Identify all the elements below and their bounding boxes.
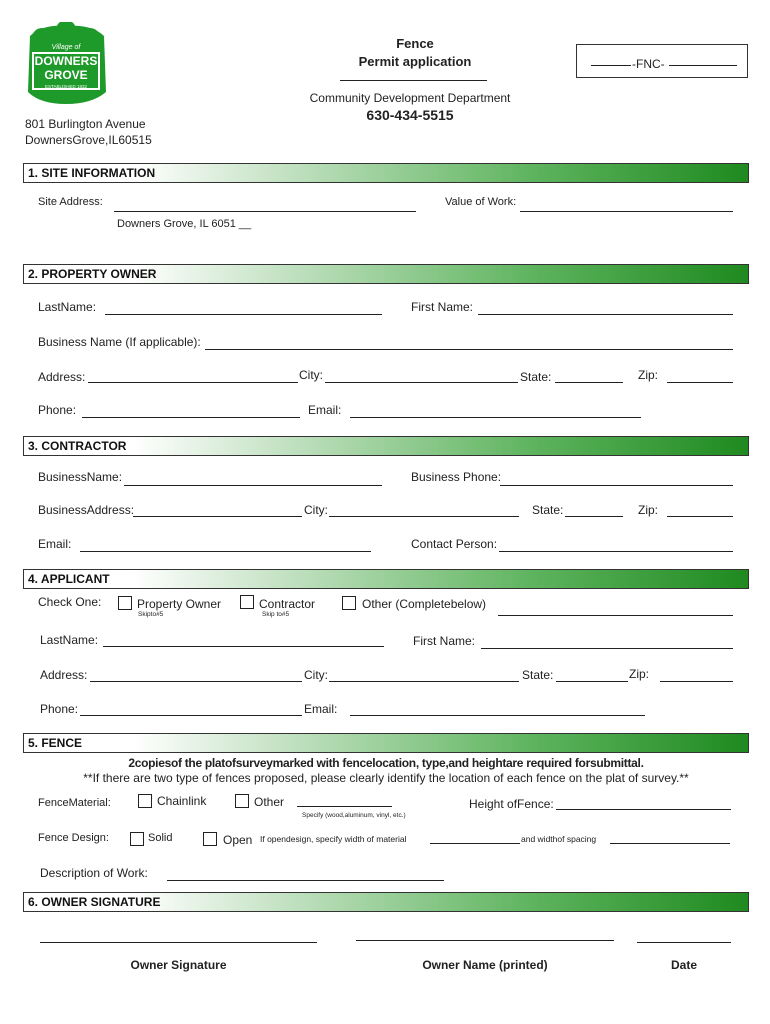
applicant-zip-label: Zip: [629, 667, 650, 681]
owner-name-field[interactable] [356, 940, 614, 941]
owner-zip-label: Zip: [638, 368, 659, 382]
owner-last-name-label: LastName: [38, 300, 97, 314]
address-line2: DownersGrove,IL60515 [25, 133, 152, 147]
owner-city-field[interactable] [325, 382, 518, 383]
fence-design-label: Fence Design: [38, 832, 109, 844]
fence-solid-label: Solid [148, 832, 173, 844]
contractor-business-name-field[interactable] [124, 485, 382, 486]
applicant-check-one-label: Check One: [38, 595, 102, 609]
fence-notice-two-types: **If there are two type of fences proposed, please clearly identify the location of each fence on the plat of survey.** [83, 771, 689, 785]
section-owner-signature [23, 892, 749, 912]
fence-other-label: Other [254, 795, 285, 809]
applicant-email-field[interactable] [350, 715, 645, 716]
fence-spacing-note: and widthof spacing [521, 834, 597, 844]
applicant-contractor-note: Skip to#5 [262, 611, 290, 618]
village-logo [22, 22, 110, 108]
applicant-other-field[interactable] [498, 615, 733, 616]
applicant-city-label: City: [304, 668, 328, 682]
fence-solid-checkbox[interactable] [130, 832, 144, 846]
section-site-information [23, 163, 749, 183]
form-title-line1: Fence [396, 36, 434, 51]
fence-open-checkbox[interactable] [203, 832, 217, 846]
address-line1: 801 Burlington Avenue [25, 117, 146, 131]
owner-name-label: Owner Name (printed) [422, 958, 548, 972]
fence-description-field[interactable] [167, 880, 444, 881]
owner-city-label: City: [299, 368, 323, 382]
contractor-state-field[interactable] [565, 516, 623, 517]
signature-date-field[interactable] [637, 942, 731, 943]
owner-state-field[interactable] [555, 382, 623, 383]
fence-material-label: FenceMaterial: [38, 797, 111, 809]
contractor-business-phone-field[interactable] [500, 485, 733, 486]
department-name: Community Development Department [309, 91, 511, 105]
logo-text-downers: DOWNERS [34, 54, 98, 68]
section-property-owner [23, 264, 749, 284]
value-of-work-field[interactable] [520, 211, 733, 212]
owner-phone-field[interactable] [82, 417, 300, 418]
fence-chainlink-label: Chainlink [157, 794, 207, 808]
site-address-label: Site Address: [38, 196, 103, 208]
owner-zip-field[interactable] [667, 382, 733, 383]
owner-business-name-field[interactable] [205, 349, 733, 350]
applicant-city-field[interactable] [329, 681, 519, 682]
owner-address-label: Address: [38, 370, 86, 384]
applicant-first-name-label: First Name: [413, 634, 476, 648]
contractor-business-address-field[interactable] [133, 516, 302, 517]
contractor-business-phone-label: Business Phone: [411, 470, 502, 484]
permit-number-box[interactable] [576, 44, 748, 78]
fence-chainlink-checkbox[interactable] [138, 794, 152, 808]
applicant-last-name-label: LastName: [40, 633, 99, 647]
section-heading: 3. CONTRACTOR [28, 439, 127, 453]
section-heading: 5. FENCE [28, 736, 83, 750]
contractor-city-label: City: [304, 503, 328, 517]
owner-first-name-label: First Name: [411, 300, 474, 314]
contractor-email-field[interactable] [80, 551, 371, 552]
applicant-state-field[interactable] [556, 681, 628, 682]
applicant-last-name-field[interactable] [103, 646, 384, 647]
owner-first-name-field[interactable] [478, 314, 733, 315]
section-contractor [23, 436, 749, 456]
owner-phone-label: Phone: [38, 403, 77, 417]
contractor-state-label: State: [532, 503, 564, 517]
applicant-address-label: Address: [40, 668, 88, 682]
applicant-state-label: State: [522, 668, 554, 682]
section-applicant [23, 569, 749, 589]
fence-material-width-field[interactable] [430, 843, 520, 844]
fence-notice-copies: 2copiesof the platofsurveymarked with fencelocation, type,and heightare required forsubmittal. [128, 756, 644, 770]
owner-email-field[interactable] [350, 417, 641, 418]
owner-email-label: Email: [308, 403, 342, 417]
contractor-zip-label: Zip: [638, 503, 659, 517]
fence-height-field[interactable] [556, 809, 731, 810]
logo-text-established: ESTABLISHED 1832 [45, 84, 87, 89]
contractor-business-name-label: BusinessName: [38, 470, 123, 484]
section-heading: 2. PROPERTY OWNER [28, 267, 157, 281]
applicant-property-owner-label: Property Owner [137, 597, 222, 611]
contractor-zip-field[interactable] [667, 516, 733, 517]
section-heading: 6. OWNER SIGNATURE [28, 895, 161, 909]
owner-signature-label: Owner Signature [130, 958, 227, 972]
contractor-business-address-label: BusinessAddress: [38, 503, 135, 517]
fence-other-field[interactable] [297, 806, 392, 807]
permit-code-label: -FNC- [632, 57, 665, 71]
applicant-contractor-label: Contractor [259, 597, 316, 611]
owner-business-name-label: Business Name (If applicable): [38, 335, 201, 349]
section-heading: 4. APPLICANT [28, 572, 110, 586]
fence-spacing-field[interactable] [610, 843, 730, 844]
applicant-zip-field[interactable] [660, 681, 733, 682]
department-phone: 630-434-5515 [366, 107, 454, 123]
logo-text-grove: GROVE [44, 68, 88, 82]
contractor-contact-person-field[interactable] [499, 551, 733, 552]
owner-signature-field[interactable] [40, 942, 317, 943]
section-fence [23, 733, 749, 753]
applicant-property-owner-note: Skipto#5 [138, 611, 164, 618]
fence-open-width-note: If opendesign, specify width of material [260, 834, 407, 844]
signature-date-label: Date [670, 958, 697, 972]
owner-last-name-field[interactable] [105, 314, 382, 315]
section-heading: 1. SITE INFORMATION [28, 166, 156, 180]
applicant-address-field[interactable] [90, 681, 302, 682]
applicant-other-checkbox[interactable] [342, 596, 356, 610]
fence-description-label: Description of Work: [40, 866, 148, 880]
fence-open-label: Open [223, 833, 253, 847]
owner-address-field[interactable] [88, 382, 298, 383]
logo-text-village: Village of [51, 44, 81, 51]
applicant-phone-field[interactable] [80, 715, 302, 716]
title-underline [340, 80, 487, 81]
applicant-other-label: Other (Completebelow) [362, 597, 487, 611]
applicant-property-owner-checkbox[interactable] [118, 596, 132, 610]
site-address-field[interactable] [114, 211, 416, 212]
applicant-contractor-checkbox[interactable] [240, 595, 254, 609]
applicant-phone-label: Phone: [40, 702, 79, 716]
site-city-line[interactable]: Downers Grove, IL 6051 __ [117, 218, 252, 230]
contractor-city-field[interactable] [329, 516, 519, 517]
contractor-email-label: Email: [38, 537, 72, 551]
applicant-email-label: Email: [304, 702, 338, 716]
contractor-contact-person-label: Contact Person: [411, 537, 498, 551]
owner-state-label: State: [520, 370, 552, 384]
fence-height-label: Height ofFence: [469, 797, 554, 811]
applicant-first-name-field[interactable] [481, 648, 733, 649]
value-of-work-label: Value of Work: [445, 196, 517, 208]
form-title-line2: Permit application [358, 54, 472, 69]
fence-other-checkbox[interactable] [235, 794, 249, 808]
fence-specify-note: Specify (wood,aluminum, vinyl, etc.) [302, 812, 406, 819]
